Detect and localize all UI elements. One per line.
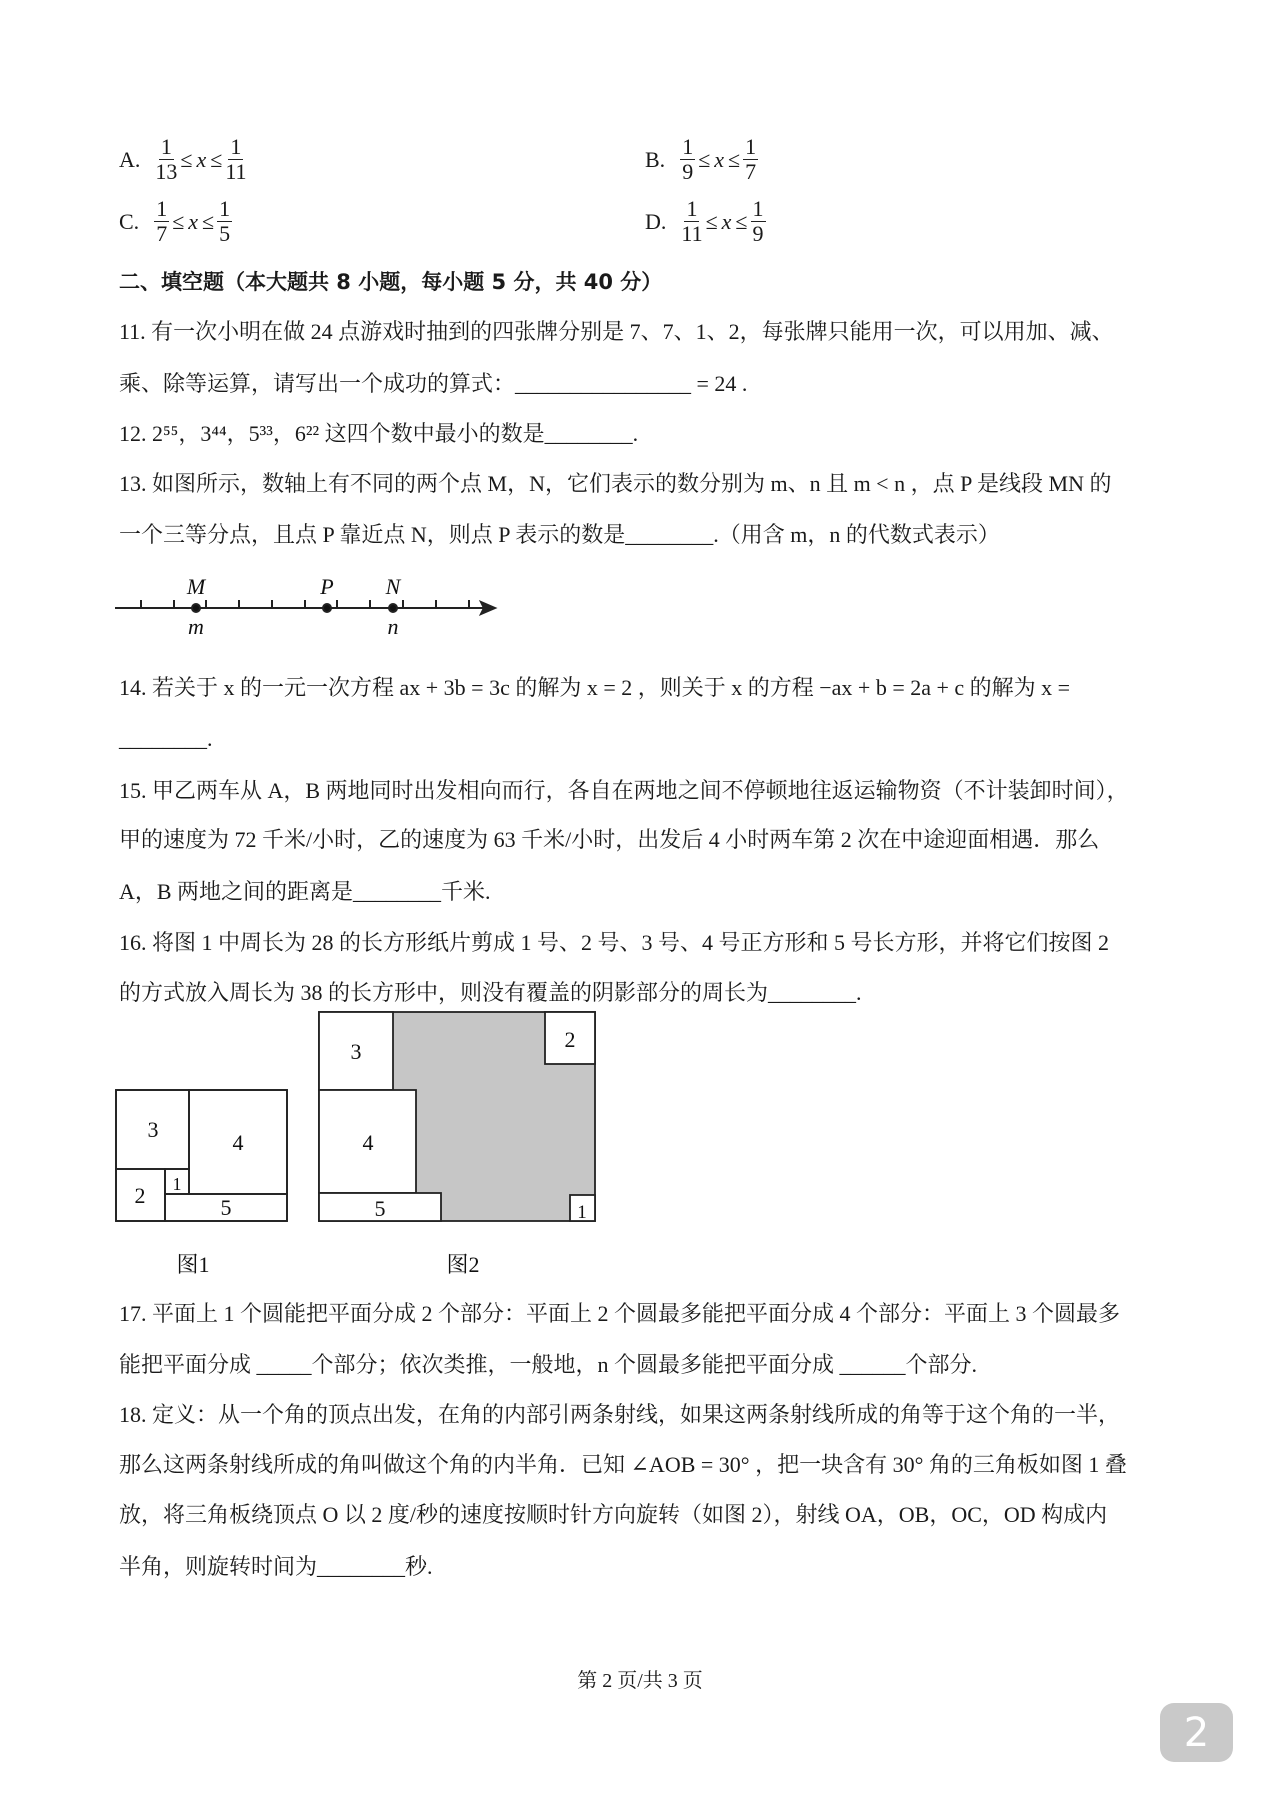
- figure-1-caption: 图1: [176, 1252, 210, 1277]
- leq-sign: ≤: [735, 208, 748, 234]
- question-11-line-1: 11. 有一次小明在做 24 点游戏时抽到的四张牌分别是 7、7、1、2，每张牌只能用一次，可以用加、减、: [119, 319, 1114, 344]
- piece-label: 3: [147, 1117, 159, 1142]
- variable: x: [714, 146, 725, 172]
- piece-label: 1: [172, 1174, 182, 1194]
- question-16-line-1: 16. 将图 1 中周长为 28 的长方形纸片剪成 1 号、2 号、3 号、4 号正方形和 5 号长方形，并将它们按图 2: [119, 930, 1110, 955]
- question-15-line-1: 15. 甲乙两车从 A，B 两地同时出发相向而行，各自在两地之间不停顿地往返运输物资（不计装卸时间），: [119, 778, 1129, 803]
- question-17-line-1: 17. 平面上 1 个圆能把平面分成 2 个部分：平面上 2 个圆最多能把平面分成 4 个部分：平面上 3 个圆最多: [119, 1301, 1121, 1326]
- point-m: [192, 604, 200, 612]
- question-18-line-1: 18. 定义：从一个角的顶点出发，在角的内部引两条射线，如果这两条射线所成的角等于这个角的一半，: [119, 1402, 1121, 1427]
- question-16-line-2: 的方式放入周长为 38 的长方形中，则没有覆盖的阴影部分的周长为________.: [119, 980, 862, 1005]
- question-13-line-1: 13. 如图所示，数轴上有不同的两个点 M，N，它们表示的数分别为 m、n 且 m < n ，点 P 是线段 MN 的: [119, 471, 1112, 496]
- point-n: [389, 604, 397, 612]
- section-heading: 二、填空题（本大题共 8 小题，每小题 5 分，共 40 分）: [119, 270, 663, 294]
- question-11-line-2: 乘、除等运算，请写出一个成功的算式：________________ = 24 .: [119, 371, 748, 396]
- denominator: 7: [745, 159, 757, 184]
- option-label: B.: [645, 146, 666, 172]
- leq-sign: ≤: [698, 146, 711, 172]
- leq-sign: ≤: [172, 208, 185, 234]
- question-15-line-3: A，B 两地之间的距离是________千米.: [119, 879, 491, 904]
- option-label: C.: [119, 208, 140, 234]
- leq-sign: ≤: [180, 146, 193, 172]
- denominator: 5: [219, 221, 231, 246]
- piece-label: 5: [374, 1196, 386, 1221]
- label-N: N: [385, 574, 401, 599]
- number-line: [115, 600, 495, 614]
- piece-label: 3: [350, 1039, 362, 1064]
- question-14-line-2: ________.: [119, 726, 213, 751]
- numerator: 1: [156, 196, 168, 221]
- numerator: 1: [230, 134, 242, 159]
- numerator: 1: [219, 196, 231, 221]
- variable: x: [196, 146, 207, 172]
- numerator: 1: [745, 134, 757, 159]
- numerator: 1: [160, 134, 172, 159]
- numerator: 1: [686, 196, 698, 221]
- point-p: [323, 604, 331, 612]
- piece-label: 5: [220, 1195, 232, 1220]
- page-footer: 第 2 页/共 3 页: [577, 1670, 703, 1692]
- denominator: 13: [155, 159, 178, 184]
- page-number-badge[interactable]: 2: [1160, 1703, 1233, 1762]
- label-n: n: [387, 614, 399, 639]
- piece-label: 4: [232, 1130, 244, 1155]
- leq-sign: ≤: [728, 146, 741, 172]
- numerator: 1: [752, 196, 764, 221]
- denominator: 7: [156, 221, 168, 246]
- label-P: P: [320, 574, 334, 599]
- question-15-line-2: 甲的速度为 72 千米/小时，乙的速度为 63 千米/小时，出发后 4 小时两车第 2 次在中途迎面相遇．那么: [119, 827, 1100, 852]
- leq-sign: ≤: [705, 208, 718, 234]
- denominator: 9: [752, 221, 764, 246]
- numerator: 1: [682, 134, 694, 159]
- question-12: 12. 2⁵⁵，3⁴⁴，5³³，6²² 这四个数中最小的数是________.: [119, 421, 639, 446]
- question-14-line-1: 14. 若关于 x 的一元一次方程 ax + 3b = 3c 的解为 x = 2 ，则关于 x 的方程 −ax + b = 2a + c 的解为 x =: [119, 675, 1071, 700]
- denominator: 11: [681, 221, 703, 246]
- ticks: [141, 600, 469, 608]
- question-13-line-2: 一个三等分点，且点 P 靠近点 N，则点 P 表示的数是________.（用含 m，n 的代数式表示）: [119, 522, 1000, 547]
- leq-sign: ≤: [202, 208, 215, 234]
- piece-label: 2: [134, 1183, 146, 1208]
- question-18-line-2: 那么这两条射线所成的角叫做这个角的内半角．已知 ∠AOB = 30° ，把一块含有 30° 角的三角板如图 1 叠: [119, 1452, 1127, 1477]
- piece-label: 2: [564, 1027, 576, 1052]
- question-17-line-2: 能把平面分成 _____个部分；依次类推，一般地，n 个圆最多能把平面分成 ______个部分.: [119, 1352, 978, 1377]
- figure-2-caption: 图2: [446, 1252, 480, 1277]
- label-m: m: [188, 614, 204, 639]
- denominator: 11: [225, 159, 247, 184]
- denominator: 9: [682, 159, 694, 184]
- option-label: D.: [645, 208, 667, 234]
- question-18-line-3: 放，将三角板绕顶点 O 以 2 度/秒的速度按顺时针方向旋转（如图 2），射线 OA，OB，OC，OD 构成内: [119, 1502, 1108, 1527]
- piece-label: 4: [362, 1130, 374, 1155]
- variable: x: [721, 208, 732, 234]
- label-M: M: [186, 574, 206, 599]
- leq-sign: ≤: [210, 146, 223, 172]
- question-18-line-4: 半角，则旋转时间为________秒.: [119, 1554, 433, 1579]
- arrow-head-icon: [481, 602, 495, 614]
- option-label: A.: [119, 146, 141, 172]
- piece-label: 1: [577, 1202, 587, 1223]
- variable: x: [188, 208, 199, 234]
